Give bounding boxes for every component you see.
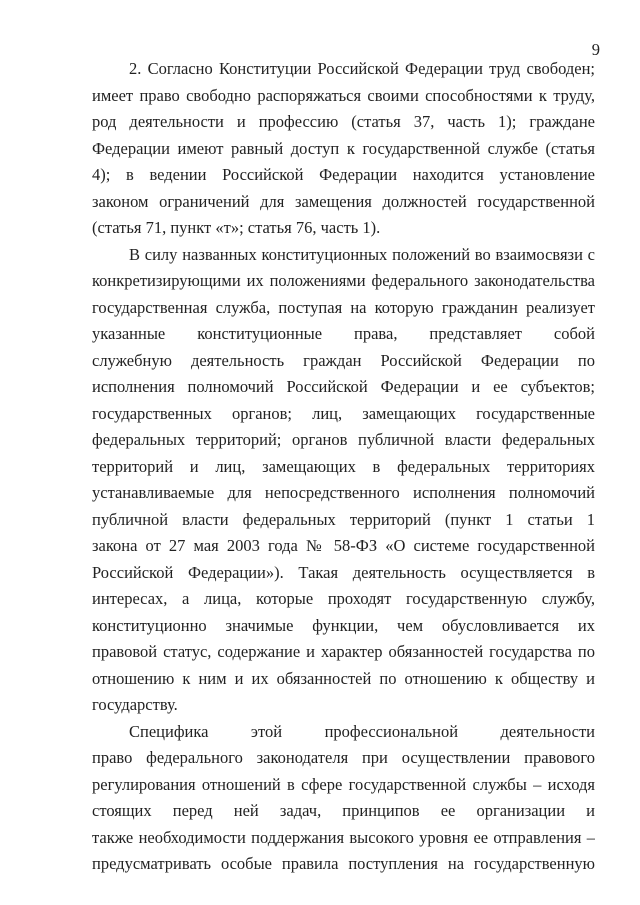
text-line: исполнения полномочий Российской Федерации и ее субъектов; xyxy=(92,377,595,396)
text-line: государственная служба, поступая на которую гражданин реализует xyxy=(92,297,595,317)
text-line: (статья 71, пункт «т»; статья 76, часть 1). xyxy=(92,218,381,237)
text-line: Российской Федерации»). Такая деятельность осуществляется в xyxy=(92,562,595,582)
text-line: предусматривать особые правила поступления на государственную xyxy=(92,854,595,873)
text-line: территорий и лиц, замещающих в федеральных территориях xyxy=(92,456,595,476)
paragraph-3 xyxy=(92,719,595,878)
text-line: правовой статус, содержание и характер обязанностей государства по xyxy=(92,642,595,661)
text-line: законом ограничений для замещения должностей государственной xyxy=(92,191,595,211)
text-line: федеральных территорий; органов публичной власти федеральных xyxy=(92,430,595,449)
text-line: Специфика этой профессиональной деятельности xyxy=(129,721,595,741)
document-body xyxy=(92,56,595,878)
text-line: Федерации имеют равный доступ к государственной службе (статья xyxy=(92,138,595,158)
text-line: стоящих перед ней задач, принципов ее организации и xyxy=(92,801,595,820)
text-line: публичной власти федеральных территорий (пункт 1 статьи 1 xyxy=(92,509,595,529)
text-line: государственных органов; лиц, замещающих государственные xyxy=(92,403,595,423)
text-line: интересах, а лица, которые проходят государственную службу, xyxy=(92,589,595,608)
text-line: регулирования отношений в сфере государственной службы – исходя xyxy=(92,774,595,794)
text-line: имеет право свободно распоряжаться своими способностями к труду, xyxy=(92,85,595,105)
text-line: государству. xyxy=(92,695,178,714)
text-line: 2. Согласно Конституции Российской Федерации труд свободен; xyxy=(129,59,595,78)
text-line: род деятельности и профессию (статья 37, часть 1); граждане xyxy=(92,112,595,131)
text-line: конкретизирующими их положениями федерального законодательства xyxy=(92,271,595,290)
text-line: также необходимости поддержания высокого уровня ее отправления – xyxy=(92,827,595,847)
text-line: конституционно значимые функции, чем обусловливается их xyxy=(92,615,595,635)
text-line: закона от 27 мая 2003 года № 58-ФЗ «О системе государственной xyxy=(92,536,595,555)
text-line: отношению к ним и их обязанностей по отношению к обществу и xyxy=(92,668,595,688)
text-line: указанные конституционные права, представляет собой xyxy=(92,324,595,343)
paragraph-1 xyxy=(92,56,595,242)
text-line: право федерального законодателя при осуществлении правового xyxy=(92,748,595,767)
text-line: В силу названных конституционных положений во взаимосвязи с xyxy=(129,244,595,264)
text-line: служебную деятельность граждан Российской Федерации по xyxy=(92,350,595,370)
text-line: устанавливаемые для непосредственного исполнения полномочий xyxy=(92,483,595,502)
text-line: 4); в ведении Российской Федерации находится установление xyxy=(92,165,595,184)
page-number: 9 xyxy=(591,40,600,59)
paragraph-2 xyxy=(92,242,595,719)
